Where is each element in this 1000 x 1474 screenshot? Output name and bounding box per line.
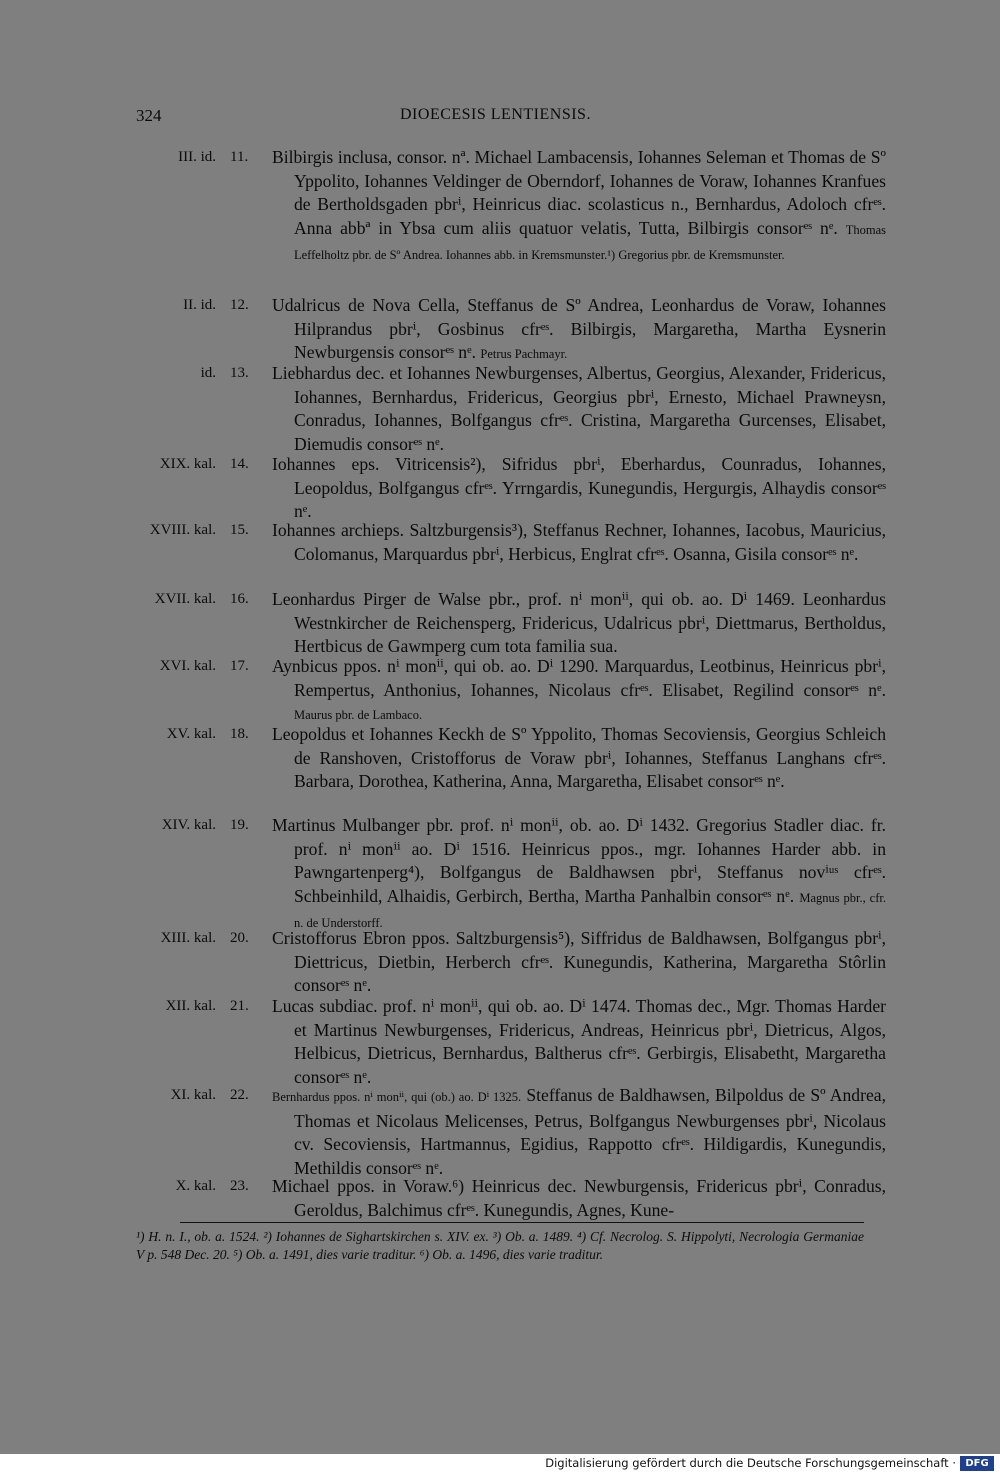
entry-date: II. id. <box>183 297 216 313</box>
entry-text: Iohannes archieps. Saltzburgensis³), Steffanus Rechner, Iohannes, Iacobus, Mauricius, Colomanus, Marquardus pbrⁱ, Herbicus, Englrat cfrᵉˢ. Osanna, Gisila consorᵉˢ nᵉ. <box>272 520 886 564</box>
entry-day: 14. <box>230 456 249 472</box>
entry-text: Iohannes eps. Vitricensis²), Sifridus pbrⁱ, Eberhardus, Counradus, Iohannes, Leopoldus, Bolfgangus cfrᵉˢ. Yrrngardis, Kunegundis, Hergurgis, Alhaydis consorᵉˢ nᵉ. <box>272 454 886 521</box>
entry-date: XVII. kal. <box>154 591 216 607</box>
entry-text: Aynbicus ppos. nⁱ monⁱⁱ, qui ob. ao. Dⁱ 1290. Marquardus, Leotbinus, Heinricus pbrⁱ, Rempertus, Anthonius, Iohannes, Nicolaus cfrᵉˢ. Elisabet, Regilind consorᵉˢ nᵉ. Maurus pbr. de Lambaco. <box>272 656 886 722</box>
entry-addition: Petrus Pachmayr. <box>480 347 568 361</box>
entry-date: XIII. kal. <box>160 930 216 946</box>
entry-day: 19. <box>230 817 249 833</box>
page-number: 324 <box>136 106 162 125</box>
entry-text: Leopoldus et Iohannes Keckh de Sº Yppolito, Thomas Secoviensis, Georgius Schleich de Ranshoven, Cristofforus de Voraw pbrⁱ, Iohannes, Steffanus Langhans cfrᵉˢ. Barbara, Dorothea, Katherina, Anna, Margaretha, Elisabet consorᵉˢ nᵉ. <box>272 724 886 791</box>
entry-text: Leonhardus Pirger de Walse pbr., prof. nⁱ monⁱⁱ, qui ob. ao. Dⁱ 1469. Leonhardus Westnkircher de Reichensperg, Fridericus, Udalricus pbrⁱ, Diettmarus, Bertholdus, Hertbicus de Gawmperg cum tota familia sua. <box>272 589 886 656</box>
entry-day: 15. <box>230 522 249 538</box>
entry-date: XII. kal. <box>165 998 216 1014</box>
entry-day: 16. <box>230 591 249 607</box>
entry-text: Udalricus de Nova Cella, Steffanus de Sº Andrea, Leonhardus de Voraw, Iohannes Hilprandus pbrⁱ, Gosbinus cfrᵉˢ. Bilbirgis, Margaretha, Martha Eysnerin Newburgensis consorᵉˢ nᵉ. Petrus Pachmayr. <box>272 295 886 362</box>
funding-note: Digitalisierung gefördert durch die Deutsche Forschungsgemeinschaft · <box>545 1456 956 1470</box>
entry-date: id. <box>200 365 216 381</box>
entry-date: XVIII. kal. <box>149 522 216 538</box>
entry-day: 21. <box>230 998 249 1014</box>
entry-text: Liebhardus dec. et Iohannes Newburgenses, Albertus, Georgius, Alexander, Fridericus, Iohannes, Bernhardus, Fridericus, Georgius pbrⁱ, Ernesto, Michael Prawneysn, Conradus, Iohannes, Bolfgangus cfrᵉˢ. Cristina, Margaretha Gurcenses, Elisabet, Diemudis consorᵉˢ nᵉ. <box>272 363 886 454</box>
entry-day: 18. <box>230 726 249 742</box>
entry-day: 12. <box>230 297 249 313</box>
entry-day: 11. <box>230 149 249 165</box>
entry-day: 13. <box>230 365 249 381</box>
entry-addition: Bernhardus ppos. nⁱ monⁱⁱ, qui (ob.) ao. Dⁱ 1325. <box>272 1090 522 1104</box>
entry-day: 23. <box>230 1178 249 1194</box>
entry-text: Bilbirgis inclusa, consor. nª. Michael Lambacensis, Iohannes Seleman et Thomas de Sº Yppolito, Iohannes Veldinger de Oberndorf, Iohannes de Voraw, Iohannes Kranfues de Bertholdsgaden pbrⁱ, Heinricus diac. scolasticus n., Bernhardus, Adoloch cfrᵉˢ. Anna abbª in Ybsa cum aliis quatuor velatis, Tutta, Bilbirgis consorᵉˢ nᵉ. Thomas Leffelholtz pbr. de Sº Andrea. Iohannes abb. in Kremsmunster.¹) Gregorius pbr. de Kremsmunster. <box>272 147 886 262</box>
entry-day: 20. <box>230 930 249 946</box>
footnote-rule <box>180 1222 864 1223</box>
footnotes: ¹) H. n. I., ob. a. 1524. ²) Iohannes de Sighartskirchen s. XIV. ex. ³) Ob. a. 1489. ⁴) Cf. Necrolog. S. Hippolyti, Necrologia Germaniae V p. 548 Dec. 20. ⁵) Ob. a. 1491, dies varie traditur. ⁶) Ob. a. 1496, dies varie traditur. <box>136 1229 864 1262</box>
entry-addition: Thomas Leffelholtz pbr. de Sº Andrea. Iohannes abb. in Kremsmunster.¹) Gregorius pbr. de Kremsmunster. <box>294 222 886 262</box>
entry-date: XIV. kal. <box>161 817 216 833</box>
entry-date: XVI. kal. <box>159 658 216 674</box>
entry-date: III. id. <box>178 149 216 165</box>
entry-date: XV. kal. <box>166 726 216 742</box>
entry-day: 17. <box>230 658 249 674</box>
running-head: DIOECESIS LENTIENSIS. <box>400 106 591 123</box>
dfg-logo-icon: DFG <box>960 1456 994 1471</box>
entry-text: Michael ppos. in Voraw.⁶) Heinricus dec. Newburgensis, Fridericus pbrⁱ, Conradus, Geroldus, Balchimus cfrᵉˢ. Kunegundis, Agnes, Kune- <box>272 1176 886 1220</box>
entry-day: 22. <box>230 1087 249 1103</box>
entry-text: Martinus Mulbanger pbr. prof. nⁱ monⁱⁱ, ob. ao. Dⁱ 1432. Gregorius Stadler diac. fr. prof. nⁱ monⁱⁱ ao. Dⁱ 1516. Heinricus ppos., mgr. Iohannes Harder abb. in Pawngartenperg⁴), Bolfgangus de Baldhawsen pbrⁱ, Steffanus novⁱᵘˢ cfrᵉˢ. Schbeinhild, Alhaidis, Gerbirch, Bertha, Martha Panhalbin consorᵉˢ nᵉ. Magnus pbr., cfr. n. de Understorff. <box>272 815 886 930</box>
entry-date: X. kal. <box>175 1178 216 1194</box>
entry-addition: Magnus pbr., cfr. n. de Understorff. <box>294 890 886 930</box>
entry-text: Cristofforus Ebron ppos. Saltzburgensis⁵), Siffridus de Baldhawsen, Bolfgangus pbrⁱ, Diettricus, Dietbin, Herberch cfrᵉˢ. Kunegundis, Katherina, Margaretha Stôrlin consorᵉˢ nᵉ. <box>272 928 886 995</box>
entry-text: Bernhardus ppos. nⁱ monⁱⁱ, qui (ob.) ao. Dⁱ 1325. Steffanus de Baldhawsen, Bilpoldus de Sº Andrea, Thomas et Nicolaus Melicenses, Petrus, Bolfgangus Newburgenses pbrⁱ, Nicolaus cv. Secoviensis, Hartmannus, Egidius, Rappotto cfrᵉˢ. Hildigardis, Kunegundis, Methildis consorᵉˢ nᵉ. <box>272 1085 886 1178</box>
entry-date: XI. kal. <box>170 1087 216 1103</box>
funding-strip <box>0 1454 1000 1474</box>
entry-addition: Maurus pbr. de Lambaco. <box>294 708 423 722</box>
entry-text: Lucas subdiac. prof. nⁱ monⁱⁱ, qui ob. ao. Dⁱ 1474. Thomas dec., Mgr. Thomas Harder et Martinus Newburgenses, Fridericus, Andreas, Heinricus pbrⁱ, Dietricus, Algos, Helbicus, Dietricus, Bernhardus, Baltherus cfrᵉˢ. Gerbirgis, Elisabetht, Margaretha consorᵉˢ nᵉ. <box>272 996 886 1087</box>
entry-date: XIX. kal. <box>159 456 216 472</box>
